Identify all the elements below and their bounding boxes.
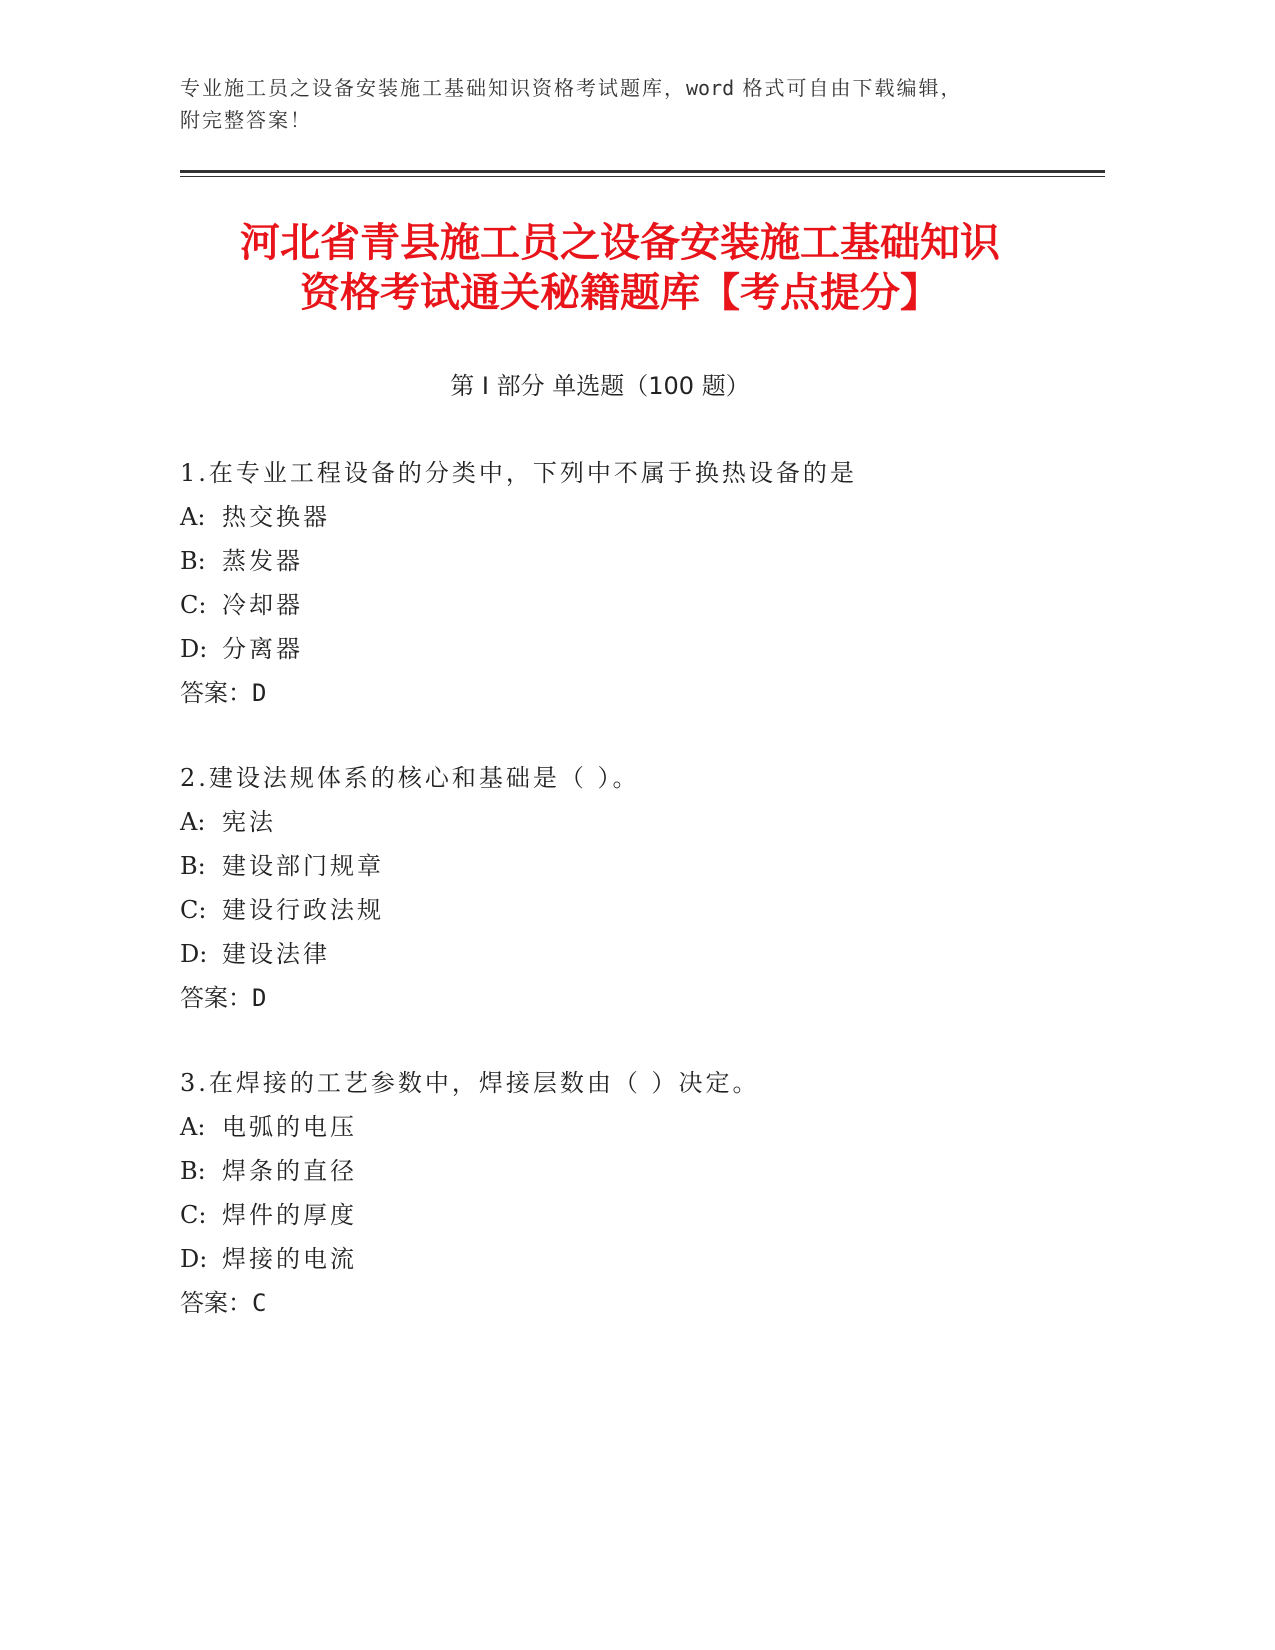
- option-key: A:: [180, 503, 206, 531]
- question-3: [180, 1068, 1120, 1332]
- option-c: [180, 590, 1120, 634]
- option-text: 焊件的厚度: [222, 1201, 357, 1229]
- answer-line: [180, 1288, 1120, 1332]
- option-key: C:: [180, 896, 207, 924]
- question-stem: 2.建设法规体系的核心和基础是（ ）。: [180, 764, 640, 792]
- option-c: [180, 895, 1120, 939]
- document-title-line1: 河北省青县施工员之设备安装施工基础知识: [240, 220, 1000, 266]
- header-note-line1: [180, 72, 1100, 104]
- header-note-text-2: 格式可自由下载编辑，: [734, 76, 963, 100]
- header-note-word: word: [686, 76, 735, 100]
- option-key: C:: [180, 591, 207, 619]
- option-text: 电弧的电压: [222, 1113, 357, 1141]
- header-note-text: 专业施工员之设备安装施工基础知识资格考试题库，: [180, 76, 686, 100]
- option-a: [180, 1112, 1120, 1156]
- answer-label: 答案：: [180, 679, 252, 707]
- option-text: 宪法: [222, 808, 276, 836]
- option-text: 焊条的直径: [222, 1157, 357, 1185]
- document-title-line2: 资格考试通关秘籍题库【考点提分】: [300, 270, 940, 316]
- option-a: [180, 502, 1120, 546]
- document-title: [130, 218, 1110, 318]
- option-key: B:: [180, 547, 206, 575]
- answer-label: 答案：: [180, 984, 252, 1012]
- header-divider-thick: [180, 170, 1105, 173]
- option-b: [180, 851, 1120, 895]
- answer-label: 答案：: [180, 1289, 252, 1317]
- option-key: A:: [180, 1113, 206, 1141]
- option-text: 蒸发器: [222, 547, 303, 575]
- option-key: D:: [180, 1245, 208, 1273]
- header-divider-thin: [180, 176, 1105, 177]
- option-c: [180, 1200, 1120, 1244]
- section-heading: 第 I 部分 单选题（100 题）: [450, 372, 750, 400]
- option-a: [180, 807, 1120, 851]
- answer-line: [180, 678, 1120, 722]
- option-d: [180, 1244, 1120, 1288]
- option-key: A:: [180, 808, 206, 836]
- answer-value: D: [252, 679, 267, 707]
- option-key: B:: [180, 1157, 206, 1185]
- option-key: D:: [180, 635, 208, 663]
- question-2: [180, 763, 1120, 1027]
- option-b: [180, 1156, 1120, 1200]
- answer-value: D: [252, 984, 267, 1012]
- header-note: [180, 72, 1100, 136]
- option-text: 冷却器: [222, 591, 303, 619]
- question-stem: 3.在焊接的工艺参数中，焊接层数由（ ）决定。: [180, 1069, 760, 1097]
- option-b: [180, 546, 1120, 590]
- option-text: 建设部门规章: [222, 852, 384, 880]
- answer-value: C: [252, 1289, 267, 1317]
- option-text: 焊接的电流: [222, 1245, 357, 1273]
- question-stem: 1.在专业工程设备的分类中，下列中不属于换热设备的是: [180, 459, 857, 487]
- answer-line: [180, 983, 1120, 1027]
- option-text: 建设法律: [222, 940, 330, 968]
- header-note-line2: 附完整答案！: [180, 108, 312, 132]
- option-text: 热交换器: [222, 503, 330, 531]
- option-key: B:: [180, 852, 206, 880]
- option-key: C:: [180, 1201, 207, 1229]
- option-text: 建设行政法规: [222, 896, 384, 924]
- question-1: [180, 458, 1120, 722]
- option-d: [180, 939, 1120, 983]
- option-key: D:: [180, 940, 208, 968]
- option-d: [180, 634, 1120, 678]
- option-text: 分离器: [222, 635, 303, 663]
